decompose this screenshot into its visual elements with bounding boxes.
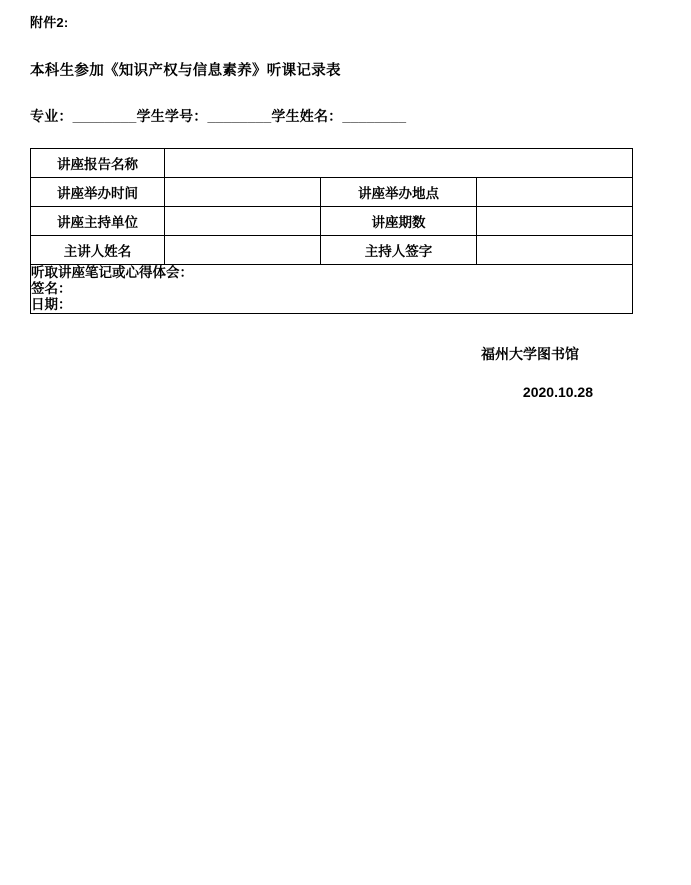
field-label-speaker-name: 主讲人姓名 [31,236,165,265]
field-label-host-signature: 主持人签字 [321,236,477,265]
field-value-speaker-name[interactable] [165,236,321,265]
field-value-lecture-time[interactable] [165,178,321,207]
student-info-line: 专业：________学生学号：________学生姓名：________ [30,108,407,124]
footer-organization: 福州大学图书馆 [481,345,579,362]
field-value-host-signature[interactable] [477,236,633,265]
table-row [31,265,633,314]
field-label-lecture-session: 讲座期数 [321,207,477,236]
field-value-lecture-name[interactable] [165,149,633,178]
page-title: 本科生参加《知识产权与信息素养》听课记录表 [30,63,341,79]
notes-date-label: 日期： [31,296,72,312]
footer-date: 2020.10.28 [522,383,593,400]
field-label-lecture-name: 讲座报告名称 [31,149,165,178]
attachment-label: 附件2: [30,15,69,30]
table-row [31,178,633,207]
notes-area[interactable] [31,265,633,314]
notes-heading: 听取讲座笔记或心得体会： [31,265,193,280]
field-label-host-unit: 讲座主持单位 [31,207,165,236]
field-value-lecture-place[interactable] [477,178,633,207]
field-value-host-unit[interactable] [165,207,321,236]
table-row [31,207,633,236]
notes-signature-label: 签名： [31,280,72,296]
lecture-record-table [30,148,633,314]
table-row [31,236,633,265]
field-label-lecture-place: 讲座举办地点 [321,178,477,207]
field-value-lecture-session[interactable] [477,207,633,236]
field-label-lecture-time: 讲座举办时间 [31,178,165,207]
table-row [31,149,633,178]
